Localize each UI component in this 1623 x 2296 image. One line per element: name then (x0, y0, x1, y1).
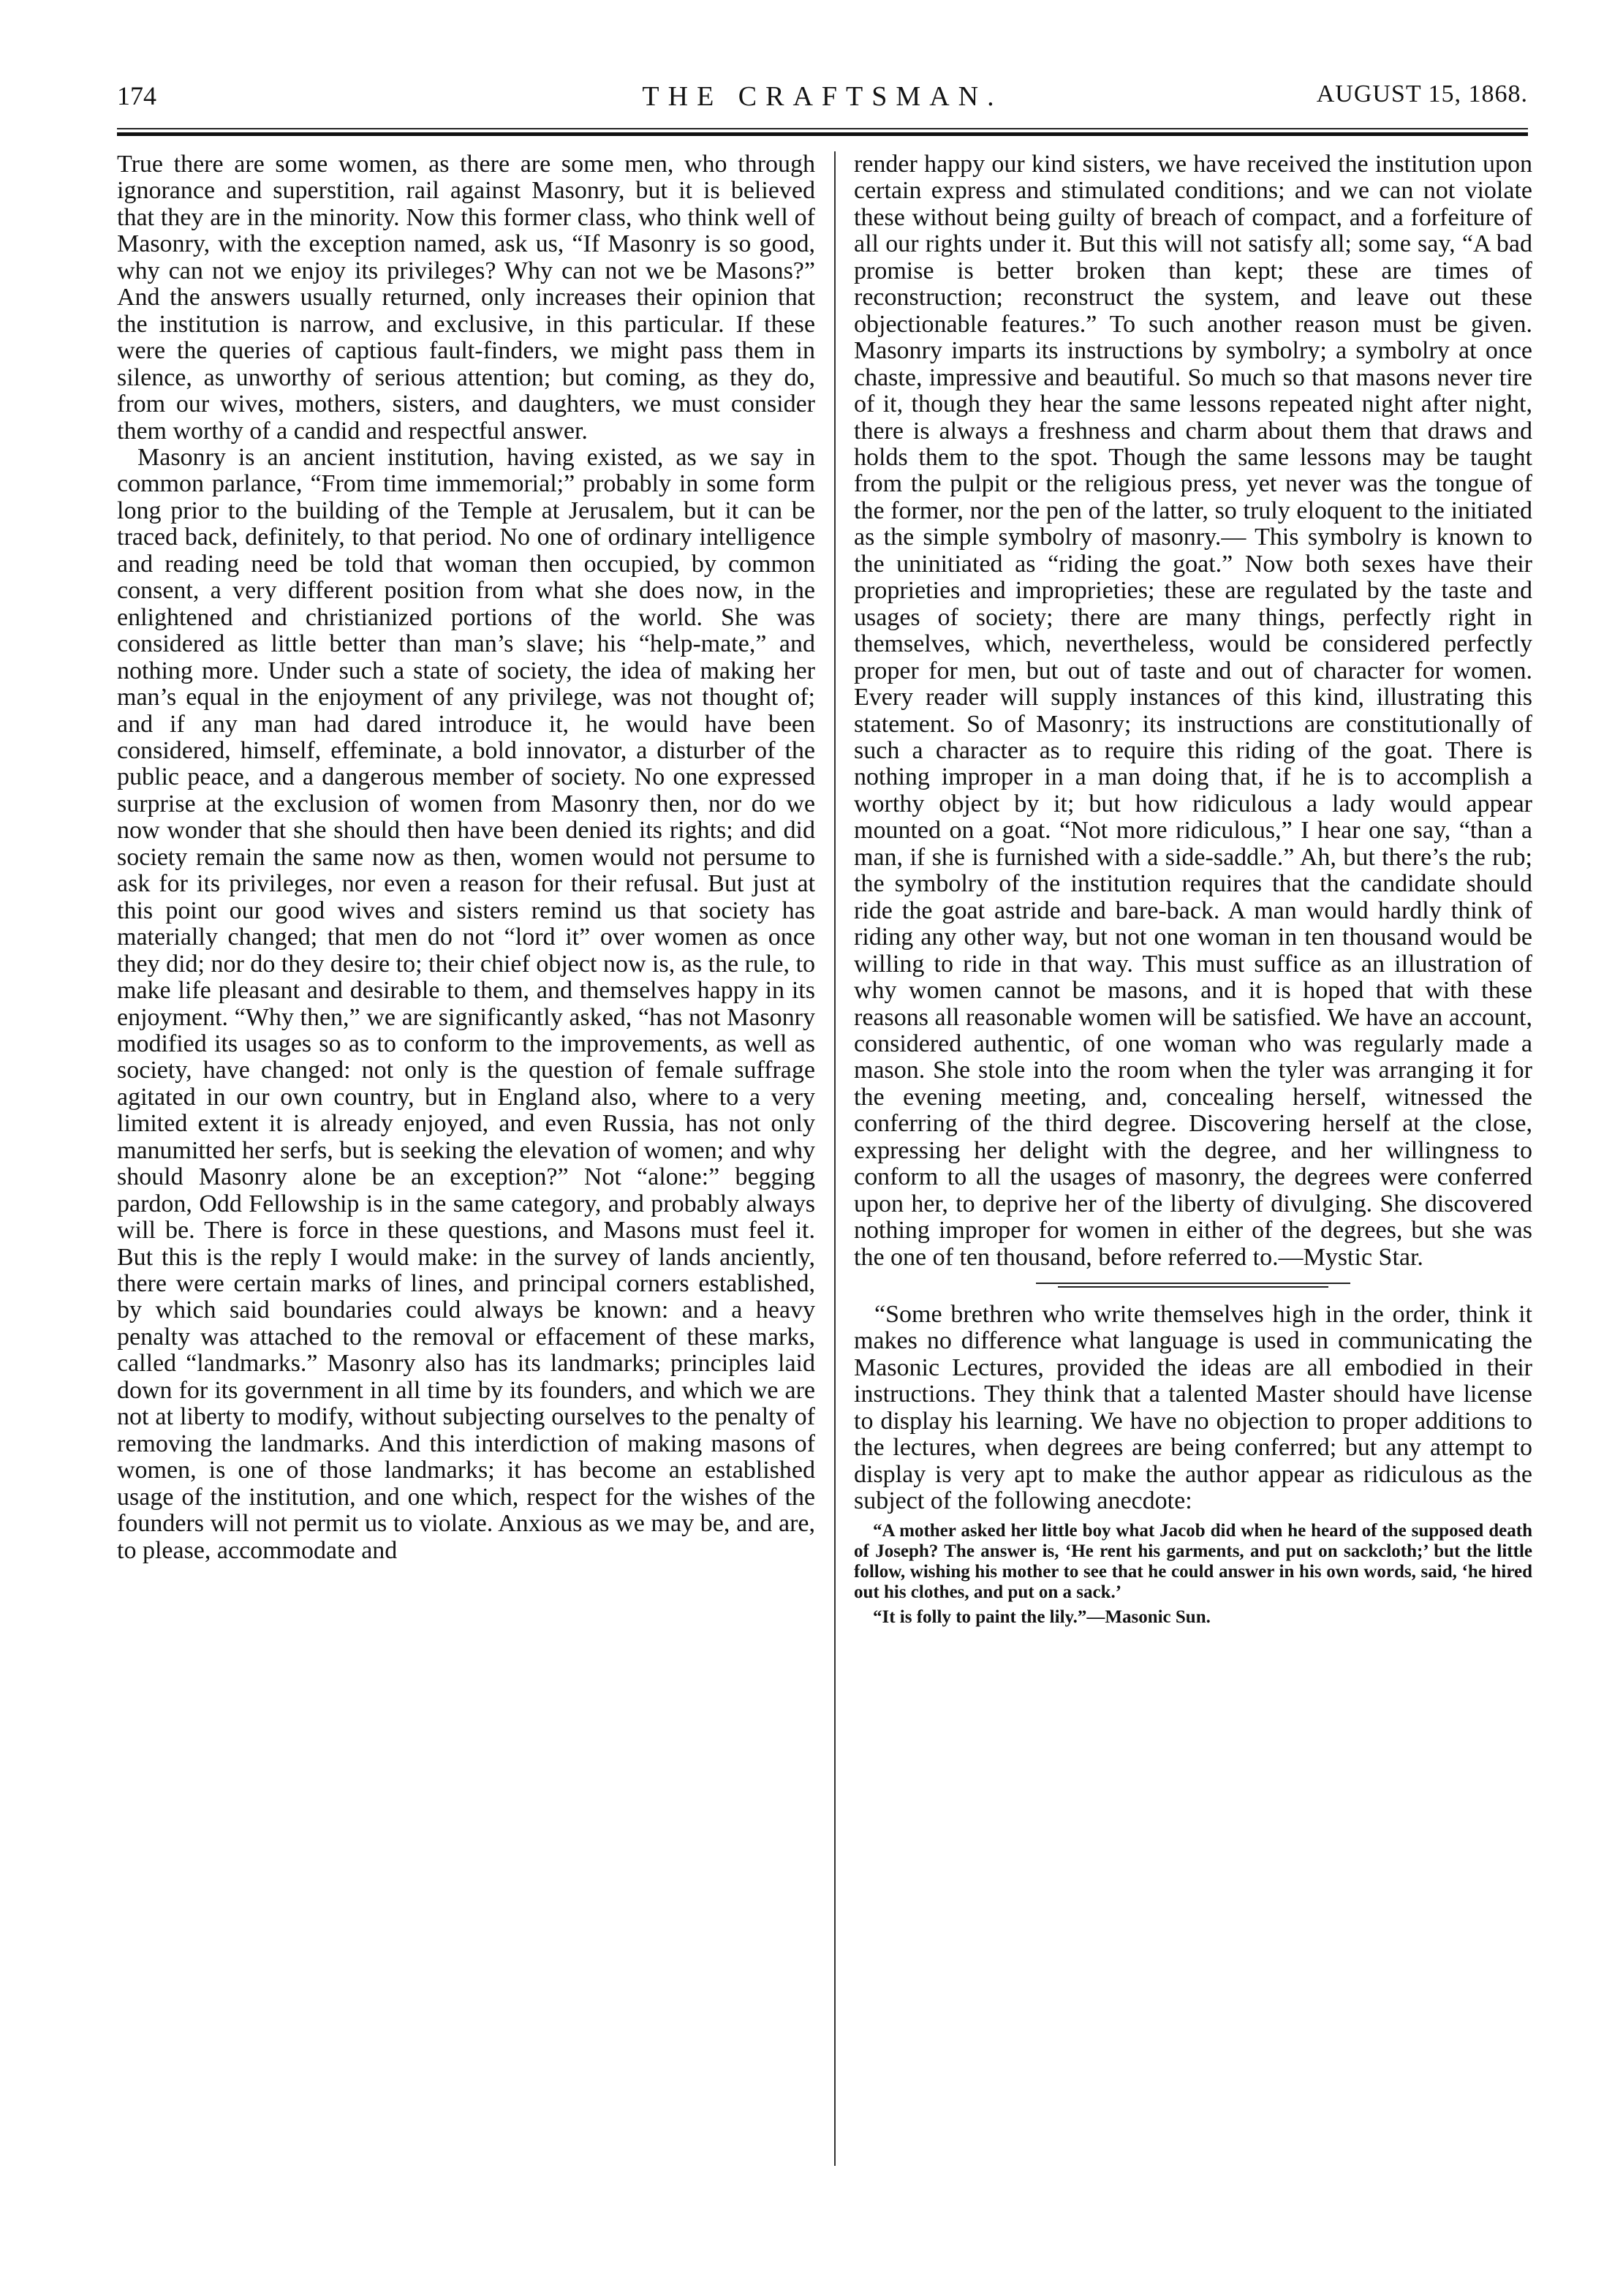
right-column (854, 151, 1532, 2177)
header-rule-thin (117, 128, 1528, 129)
header-rule-thick (117, 132, 1528, 136)
page-number: 174 (117, 81, 156, 110)
closing-quote: “It is folly to paint the lily.”—Masonic Sun. (873, 1606, 1211, 1627)
anecdote-quote: “A mother asked her little boy what Jacob did when he heard of the supposed death of Joseph? The answer is, ‘He rent his garments, and put on sackcloth;’ but the little follow, wishing his mother to see that he could answer in his own words, said, ‘he hired out his clothes, and put on a sack.’ (854, 1520, 1532, 1602)
left-column (117, 151, 815, 2162)
paragraph: render happy our kind sisters, we have received the institution upon certain express and stimulated conditions; and we can not violate these without being guilty of breach of compact, and a forfeiture of all our rights under it. But this will not satisfy all; some say, “A bad promise is better broken than kept; these are times of reconstruction; reconstruct the system, and leave out these objectionable features.” To such another reason must be given. Masonry imparts its instructions by symbolry; a symbolry at once chaste, impressive and beautiful. So much so that masons never tire of it, though they hear the same lessons repeated night after night, there is always a freshness and charm about them that draws and holds them to the spot. Though the same lessons may be taught from the pulpit or the religious press, yet never was the tongue of the former, nor the pen of the latter, so truly eloquent to the initiated as the simple symbolry of masonry.— This symbolry is known to the uninitiated as “riding the goat.” Now both sexes have their proprieties and improprieties; these are regulated by the taste and usages of society; there are many things, perfectly right in themselves, which, nevertheless, would be considered perfectly proper for men, but out of taste and out of character for women. Every reader will supply instances of this kind, illustrating this statement. So of Masonry; its instructions are constitutionally of such a character as to require this riding of the goat. There is nothing improper in a man doing that, if he is to accomplish a worthy object by it; but how ridiculous a lady would appear mounted on a goat. “Not more ridiculous,” I hear one say, “than a man, if she is furnished with a side-saddle.” Ah, but there’s the rub; the symbolry of the institution requires that the candidate should ride the goat astride and bare-back. A man would hardly think of riding any other way, but not one woman in ten thousand would be willing to ride in that way. This must suffice as an illustration of why women cannot be masons, and it is hoped that with these reasons all reasonable women will be satisfied. We have an account, considered authentic, of one woman who was regularly made a mason. She stole into the room when the tyler was arranging it for the evening meeting, and, concealing herself, witnessed the conferring of the third degree. Discovering herself at the close, expressing her delight with the degree, and her willingness to conform to all the usages of masonry, the degrees were conferred upon her, to deprive her of the liberty of divulging. She discovered nothing improper for women in either of the degrees, but she was the one of ten thousand, before referred to.—Mystic Star. (854, 151, 1532, 1271)
paragraph: True there are some women, as there are some men, who through ignorance and superstition, rail against Masonry, but it is believed that they are in the minority. Now this former class, who think well of Masonry, with the exception named, ask us, “If Masonry is so good, why can not we enjoy its privileges? Why can not we be Masons?” And the answers usually returned, only increases their opinion that the institution is narrow, and exclusive, in this particular. If these were the queries of captious fault-finders, we might pass them in silence, as unworthy of serious attention; but coming, as they do, from our wives, mothers, sisters, and daughters, we must consider them worthy of a candid and respectful answer. (117, 151, 815, 445)
section-divider (1036, 1283, 1350, 1284)
paragraph: “Some brethren who write themselves high in the order, think it makes no difference what language is used in communicating the Masonic Lectures, provided the ideas are all embodied in their instructions. They think that a talented Master should have license to display his learning. We have no objection to proper additions to the lectures, when degrees are being conferred; but any attempt to display is very apt to make the author appear as ridiculous as the subject of the following anecdote: (854, 1301, 1532, 1515)
journal-title: THE CRAFTSMAN. (642, 81, 1003, 112)
paragraph: Masonry is an ancient institution, having existed, as we say in common parlance, “From time immemorial;” probably in some form long prior to the building of the Temple at Jerusalem, but it can be traced back, definitely, to that period. No one of ordinary intelligence and reading need be told that woman then occupied, by common consent, a very different position from what she does now, in the enlightened and christianized portions of the world. She was considered as little better than man’s slave; his “help-mate,” and nothing more. Under such a state of society, the idea of making her man’s equal in the enjoyment of any privilege, was not thought of; and if any man had dared introduce it, he would have been considered, himself, effeminate, a bold innovator, a disturber of the public peace, and a dangerous member of society. No one expressed surprise at the exclusion of women from Masonry then, nor do we now wonder that she should then have been denied its rights; and did society remain the same now as then, women would not persume to ask for its privileges, nor even a reason for their refusal. But just at this point our good wives and sisters remind us that society has materially changed; that men do not “lord it” over women as once they did; nor do they desire to; their chief object now is, as the rule, to make life pleasant and desirable to them, and themselves happy in its enjoyment. “Why then,” we are significantly asked, “has not Masonry modified its usages so as to conform to the improvements, as well as society, have changed: not only is the question of female suffrage agitated in our own country, but in England also, where to a very limited extent it is already enjoyed, and even Russia, has not only manumitted her serfs, but is seeking the elevation of women; and why should Masonry alone be an exception?” Not “alone:” begging pardon, Odd Fellowship is in the same category, and probably always will be. There is force in these questions, and Masons must feel it. But this is the reply I would make: in the survey of lands anciently, there were certain marks of lines, and principal corners established, by which said boundaries could always be known: and a heavy penalty was attached to the removal or effacement of these marks, called “landmarks.” Masonry also has its landmarks; principles laid down for its government in all time by its founders, and which we are not at liberty to modify, without subjecting ourselves to the penalty of removing the landmarks. And this interdiction of making masons of women, is one of those landmarks; it has become an established usage of the institution, and one which, respect for the wishes of the founders will not permit us to violate. Anxious as we may be, and are, to please, accommodate and (117, 443, 815, 1564)
page-header (117, 80, 1528, 124)
issue-date: AUGUST 15, 1868. (1316, 80, 1528, 107)
column-divider (834, 151, 836, 2166)
